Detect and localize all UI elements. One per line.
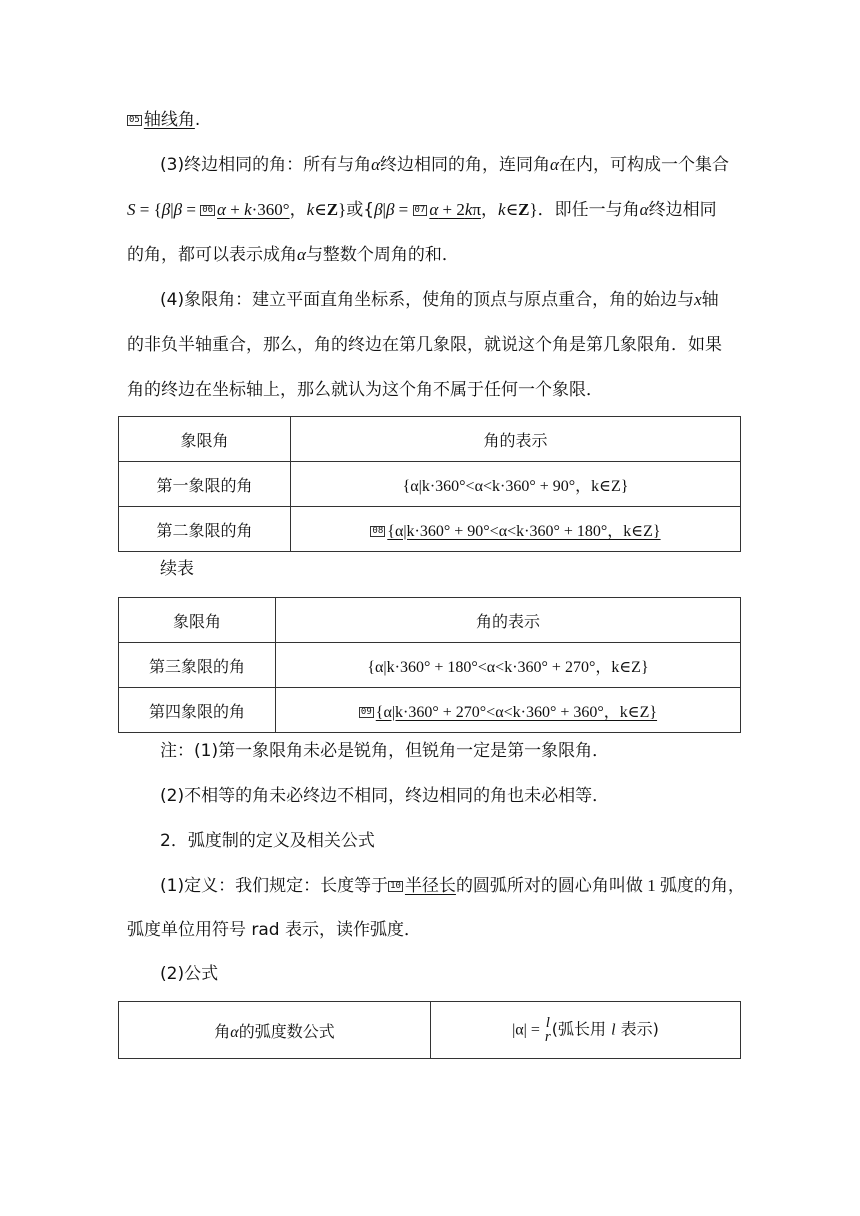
table-cell [276, 688, 741, 733]
sym: + [225, 200, 245, 219]
answer-formula-2 [429, 200, 481, 219]
table-row [119, 643, 741, 688]
para-axis-angle [127, 108, 200, 132]
table-cell: {α|k·360°<α<k·360° + 90°，k∈Z} [291, 462, 741, 507]
answer-formula-1 [217, 200, 290, 219]
alpha: α [217, 200, 226, 219]
answer-marker: 07 [414, 205, 426, 215]
table-cell [431, 1002, 741, 1059]
answer-text: {α|k·360° + 270°<α<k·360° + 360°，k∈Z} [375, 703, 658, 721]
text: 与整数个周角的和． [305, 245, 459, 265]
table-row [119, 507, 741, 552]
answer-text: 轴线角 [143, 110, 195, 130]
table-row [119, 462, 741, 507]
number: 1 [642, 876, 660, 895]
text: 或{ [346, 200, 375, 220]
k: k [306, 200, 315, 219]
sym: | [170, 200, 174, 219]
beta: β [385, 200, 395, 219]
integers-z: Z [326, 200, 339, 219]
k: k [498, 200, 506, 219]
alpha: α [297, 245, 306, 264]
fraction-l-over-r [545, 1016, 551, 1044]
var-s: S [127, 200, 136, 219]
section-heading-radian: 2．弧度制的定义及相关公式 [160, 831, 375, 851]
text: (4)象限角：建立平面直角坐标系，使角的顶点与原点重合，角的始边与 [160, 290, 695, 310]
table-cell [291, 507, 741, 552]
var-x: x [694, 290, 702, 309]
text: 在内，可构成一个集合 [558, 155, 729, 175]
alpha: α [371, 155, 381, 174]
text: (1)定义：我们规定：长度等于 [160, 876, 389, 896]
alpha: α [550, 155, 559, 174]
para-coterminal-sum [127, 243, 459, 267]
para-set-formula [127, 198, 717, 222]
formula-heading: (2)公式 [160, 964, 219, 984]
alpha: α [639, 200, 649, 219]
text: 终边相同的角，连同角 [380, 155, 551, 175]
header-cell: 象限角 [119, 598, 276, 643]
sym: = { [135, 200, 162, 219]
alpha: α [429, 200, 439, 219]
sym: ∈ [505, 200, 519, 219]
text: 轴 [701, 290, 719, 310]
table-cell: {α|k·360° + 180°<α<k·360° + 270°，k∈Z} [276, 643, 741, 688]
sym: ， [481, 200, 499, 220]
text: 终边相同 [648, 200, 717, 220]
abs-alpha: |α| = [512, 1021, 544, 1039]
note-2: (2)不相等的角未必终边不相同，终边相同的角也未必相等． [160, 786, 610, 806]
table-cell: 第一象限的角 [119, 462, 291, 507]
table-row [119, 1002, 741, 1059]
pi: π [472, 200, 482, 219]
text: (弧长用 [551, 1019, 612, 1039]
table-cell [119, 1002, 431, 1059]
sym: ， [289, 200, 307, 220]
table-cell: 第三象限的角 [119, 643, 276, 688]
table-cell: 第二象限的角 [119, 507, 291, 552]
formula-table [118, 1001, 741, 1059]
answer-marker: 05 [129, 115, 140, 125]
text: 表示) [615, 1019, 659, 1039]
note-1: 注：(1)第一象限角未必是锐角，但锐角一定是第一象限角． [160, 741, 610, 761]
text: ．即任一与角 [537, 200, 640, 220]
text: 的圆弧所对的圆心角叫做 [455, 876, 643, 896]
text: 角 [214, 1021, 231, 1041]
sym: ·360° [251, 200, 290, 219]
beta: β [374, 200, 383, 219]
para-quadrant-def [160, 288, 719, 312]
beta: β [161, 200, 171, 219]
quadrant-table-2 [118, 597, 741, 733]
period: . [194, 110, 201, 130]
table-header-row [119, 417, 741, 462]
para-quadrant-def-2: 的非负半轴重合，那么，角的终边在第几象限，就说这个角是第几象限角．如果 [127, 335, 722, 355]
text: (3)终边相同的角：所有与角 [160, 155, 372, 175]
sym: = [182, 200, 201, 219]
quadrant-table-1 [118, 416, 741, 552]
sym: } [529, 200, 538, 219]
beta: β [173, 200, 183, 219]
para-radian-def [160, 874, 745, 898]
alpha: α [230, 1023, 239, 1041]
k: k [464, 200, 473, 219]
table-row [119, 688, 741, 733]
answer-marker: 08 [372, 525, 384, 536]
numerator: l [545, 1015, 550, 1031]
para-quadrant-def-3: 角的终边在坐标轴上，那么就认为这个角不属于任何一个象限． [127, 380, 603, 400]
sym: = [394, 200, 413, 219]
header-cell: 角的表示 [291, 417, 741, 462]
header-cell: 角的表示 [276, 598, 741, 643]
sym: ∈ [314, 200, 327, 219]
sym: | [382, 200, 386, 219]
text: 的弧度数公式 [238, 1021, 335, 1041]
para-coterminal-def [160, 153, 729, 177]
integers-z: Z [518, 200, 530, 219]
text: 弧度的角， [659, 876, 745, 896]
text: 的角，都可以表示成角 [127, 245, 297, 265]
para-radian-unit: 弧度单位用符号 rad 表示，读作弧度． [127, 920, 422, 940]
answer-text: 半径长 [404, 876, 456, 896]
var-l: l [611, 1021, 616, 1039]
table-cell: 第四象限的角 [119, 688, 276, 733]
answer-marker: 10 [390, 881, 401, 891]
sym: + 2 [438, 200, 465, 219]
answer-marker: 09 [360, 706, 372, 717]
answer-marker: 06 [202, 205, 214, 215]
continued-label: 续表 [160, 559, 194, 579]
k: k [244, 200, 252, 219]
header-cell: 象限角 [119, 417, 291, 462]
table-header-row [119, 598, 741, 643]
denominator: r [544, 1029, 551, 1045]
sym: } [338, 200, 347, 219]
answer-text: {α|k·360° + 90°<α<k·360° + 180°，k∈Z} [387, 522, 661, 540]
